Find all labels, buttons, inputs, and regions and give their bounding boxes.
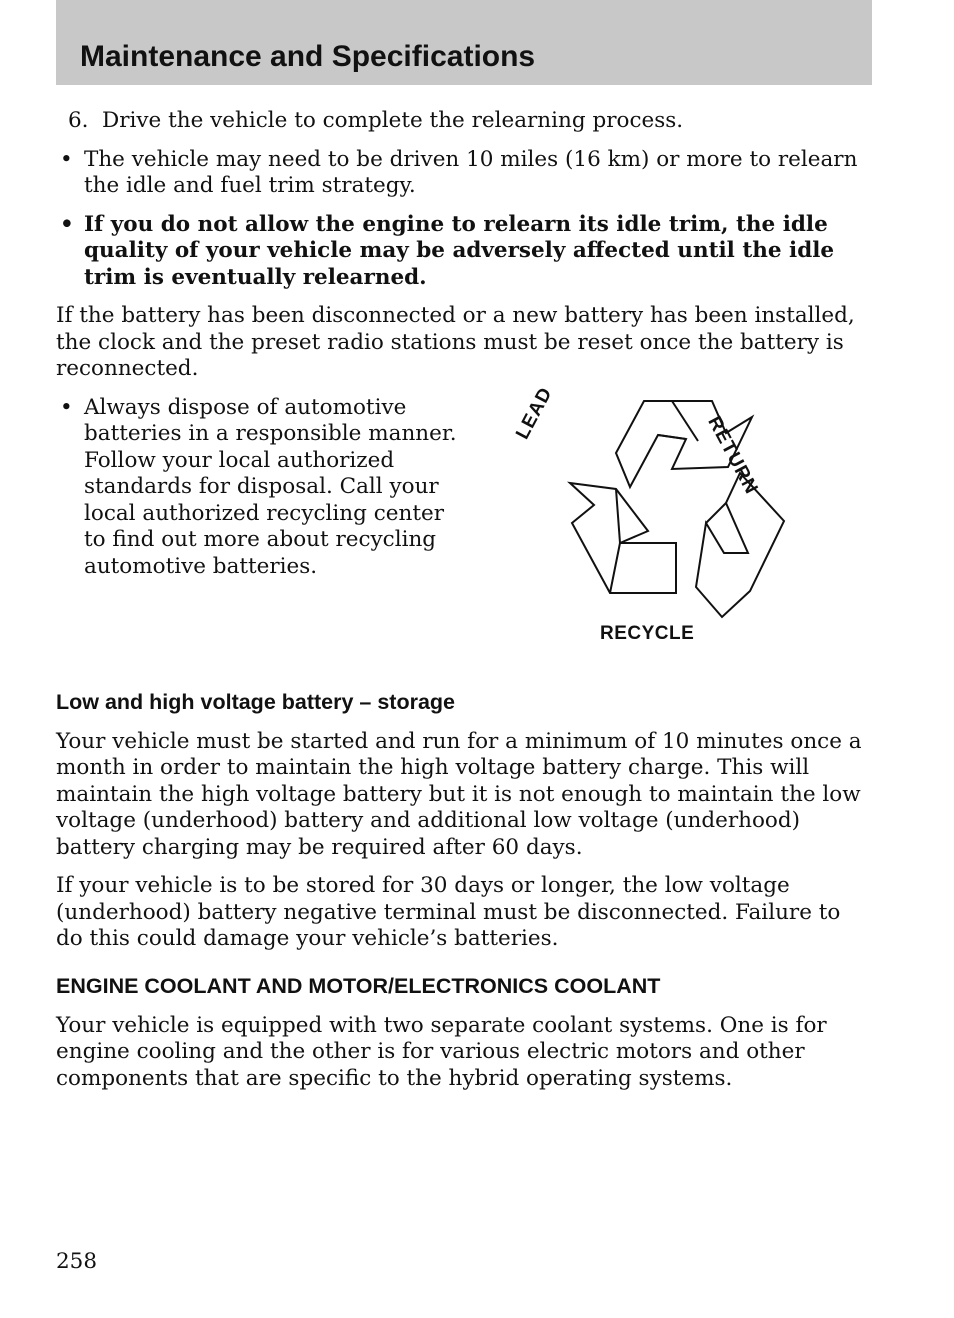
bullet-mark: • [60, 394, 73, 420]
page-content [56, 108, 872, 1104]
bullet-idle-trim-warning [56, 212, 872, 292]
storage-paragraph-1: Your vehicle must be started and run for a minimum of 10 minutes once a month in order to maintain the high voltage battery charge. This will maintain the high voltage battery but it is not enough to maintain the low voltage (underhood) battery and additional low voltage (underhood) battery charging may be required after 60 days. [56, 728, 862, 860]
header-band [56, 0, 872, 85]
bullet-dispose-batteries [56, 395, 466, 581]
battery-reset-paragraph: If the battery has been disconnected or a new battery has been installed, the clock and the preset radio stations must be reset once the battery is reconnected. [56, 303, 855, 381]
step-text: Drive the vehicle to complete the relearning process. [102, 108, 684, 133]
bullet-text: If you do not allow the engine to relearn its idle trim, the idle quality of your vehicle may be adversely affected until the idle trim is eventually relearned. [84, 211, 835, 290]
bullet-text: The vehicle may need to be driven 10 miles (16 km) or more to relearn the idle and fuel trim strategy. [84, 146, 858, 198]
storage-heading: Low and high voltage battery – storage [56, 689, 456, 714]
bullet-text: Always dispose of automotive batteries in a responsible manner. Follow your local authorized standards for disposal. Call your local authorized recycling center to find out more about recycling automotive batteries. [84, 394, 457, 579]
page-number: 258 [56, 1249, 98, 1274]
step-6 [56, 108, 872, 135]
coolant-paragraph: Your vehicle is equipped with two separate coolant systems. One is for engine cooling and the other is for various electric motors and other components that are specific to the hybrid operating systems. [56, 1012, 827, 1091]
dispose-column [56, 395, 466, 593]
recycle-section [56, 383, 872, 671]
bullet-relearn-distance [56, 147, 872, 200]
storage-paragraph-2: If your vehicle is to be stored for 30 days or longer, the low voltage (underhood) battery negative terminal must be disconnected. Failure to do this could damage your vehicle’s batteries. [56, 873, 841, 951]
recycle-figure [490, 383, 850, 665]
figure-label-recycle: RECYCLE [600, 622, 695, 644]
figure-label-return: RETURN [703, 412, 762, 498]
coolant-heading: ENGINE COOLANT AND MOTOR/ELECTRONICS COOLANT [56, 973, 661, 998]
step-number: 6. [68, 108, 89, 133]
bullet-mark: • [60, 146, 73, 172]
page-header-title: Maintenance and Specifications [80, 40, 536, 73]
bullet-mark: • [60, 211, 74, 237]
figure-label-lead: LEAD [512, 383, 557, 443]
